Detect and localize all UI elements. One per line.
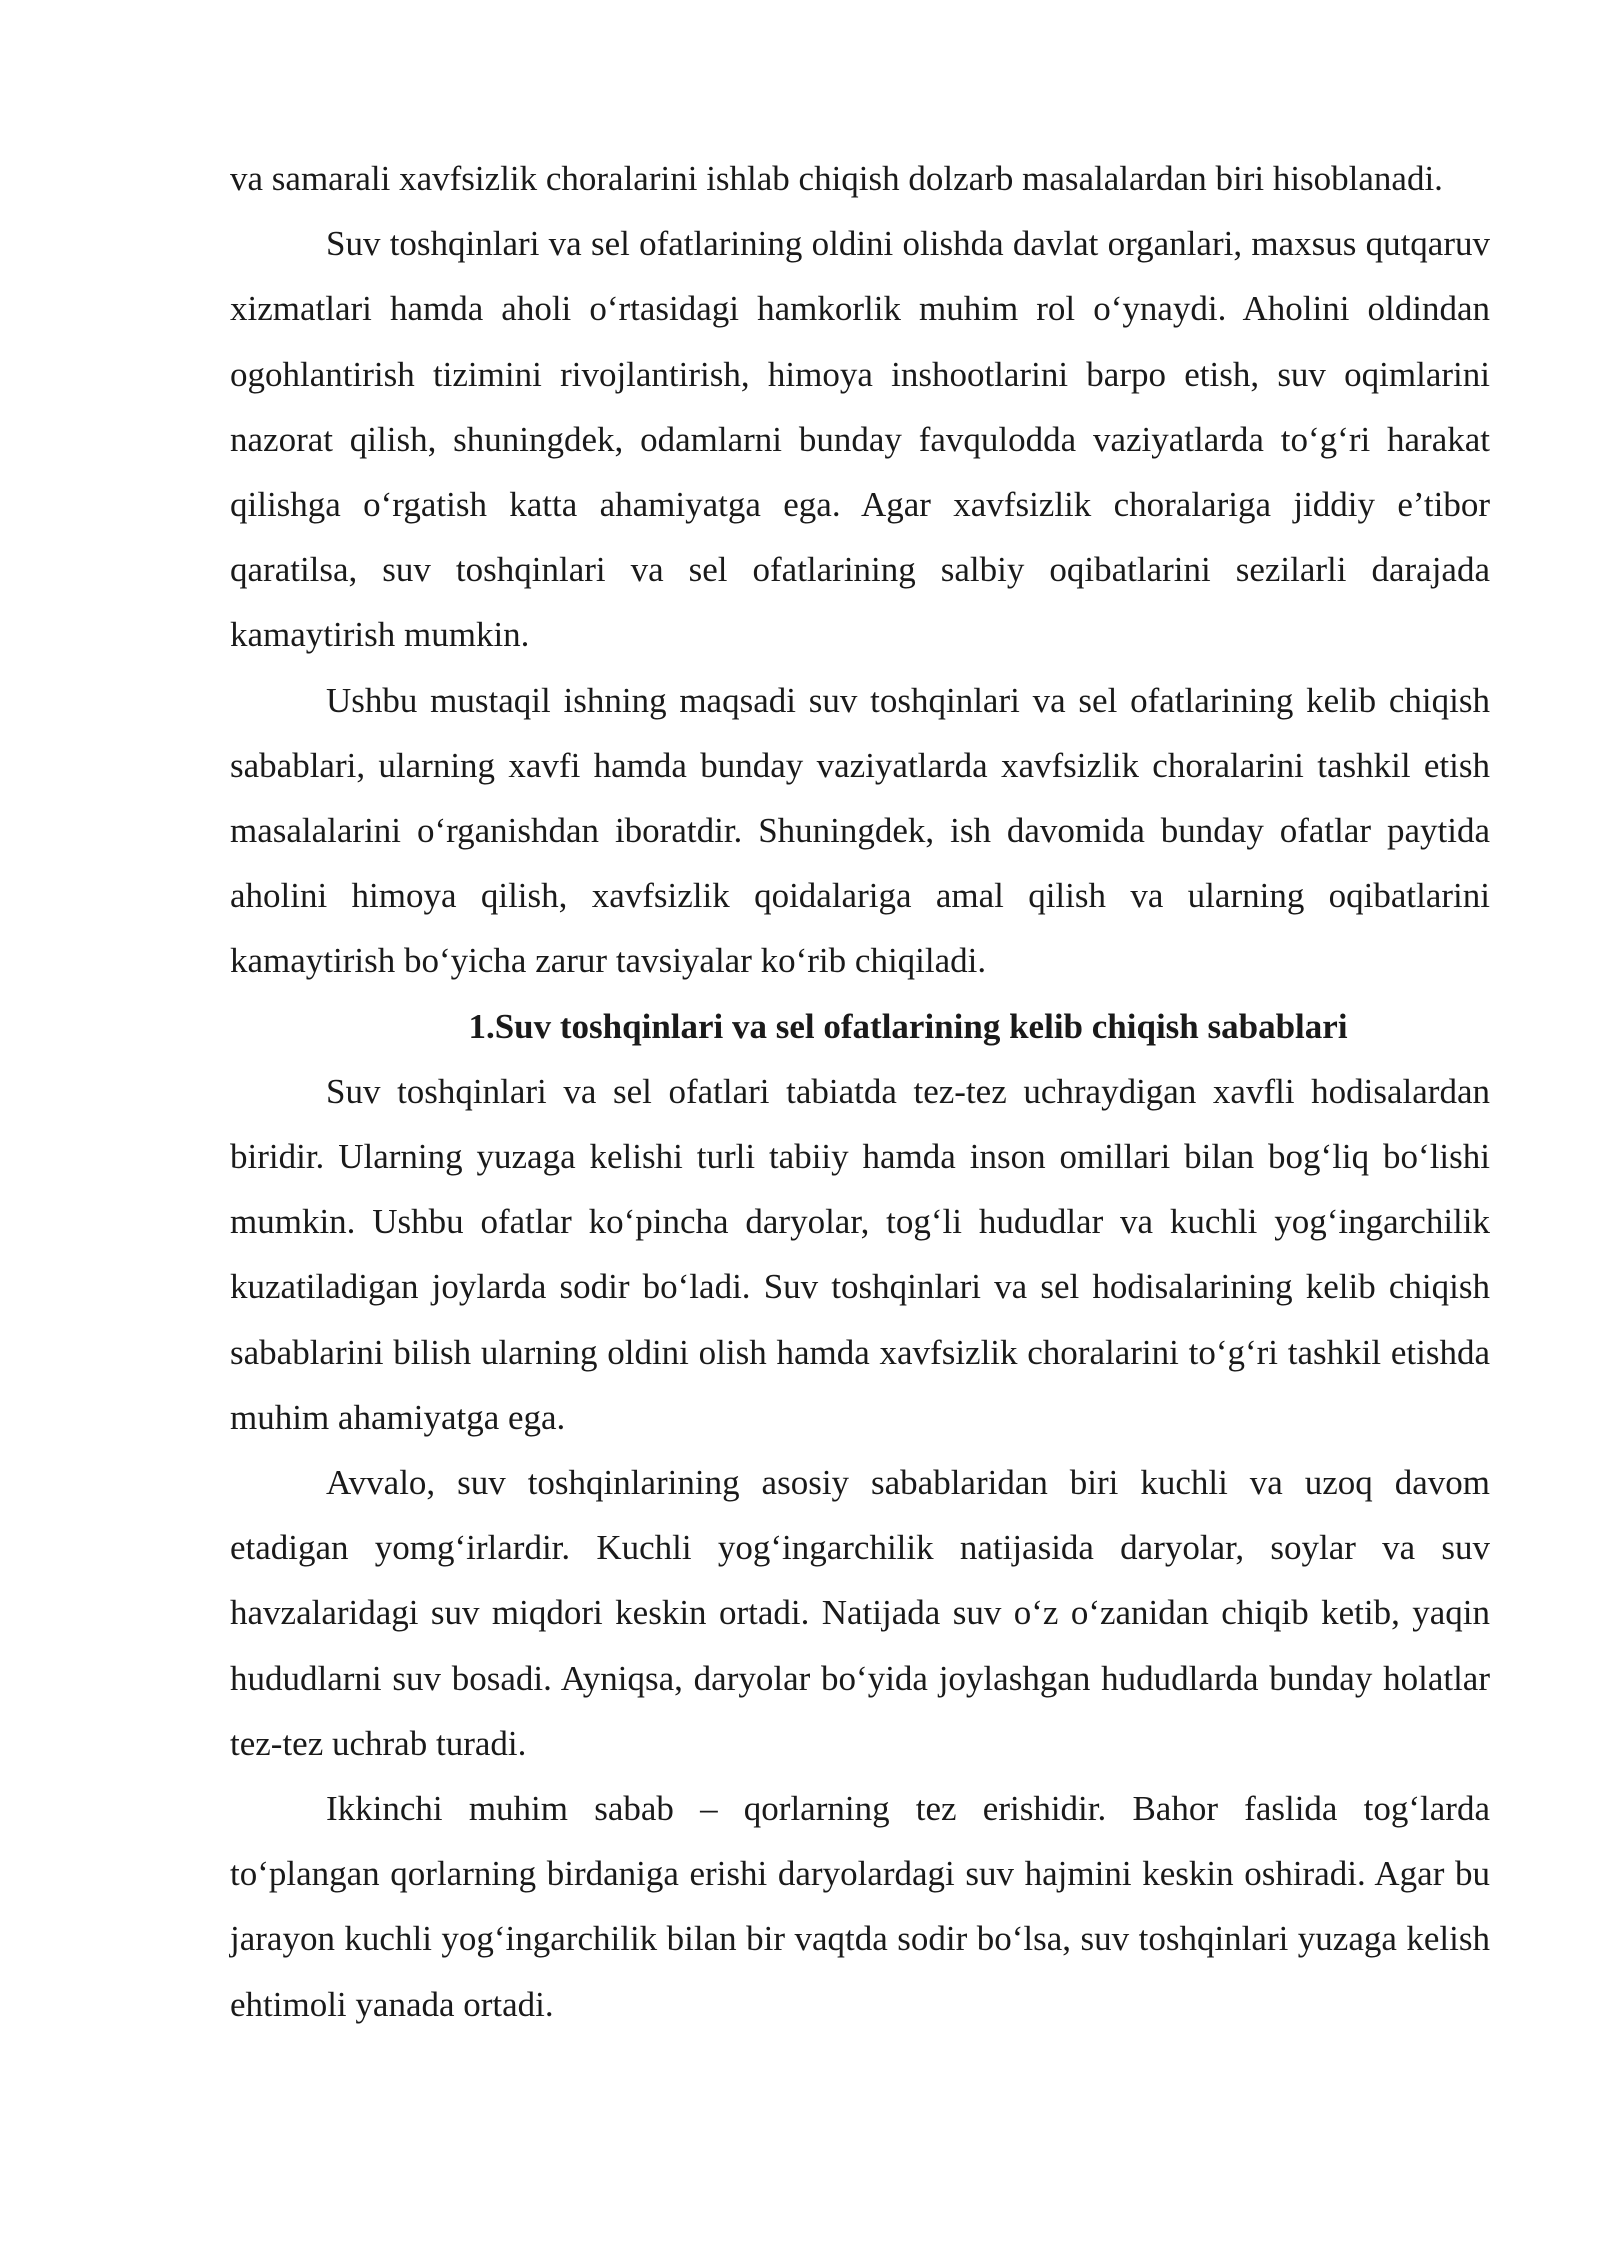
paragraph-purpose: Ushbu mustaqil ishning maqsadi suv toshqinlari va sel ofatlarining kelib chiqish sabablari, ularning xavfi hamda bunday vaziyatlarda xavfsizlik choralarini tashkil etish masalalarini o‘rganishdan iboratdir. Shuningdek, ish davomida bunday ofatlar paytida aholini himoya qilish, xavfsizlik qoidalariga amal qilish va ularning oqibatlarini kamaytirish bo‘yicha zarur tavsiyalar ko‘rib chiqiladi. xyxy=(230,680,1490,981)
paragraph-intro-causes: Suv toshqinlari va sel ofatlari tabiatda tez-tez uchraydigan xavfli hodisalardan biridir. Ularning yuzaga kelishi turli tabiiy hamda inson omillari bilan bog‘liq bo‘lishi mumkin. Ushbu ofatlar ko‘pincha daryolar, tog‘li hududlar va kuchli yog‘ingarchilik kuzatiladigan joylarda sodir bo‘ladi. Suv toshqinlari va sel hodisalarining kelib chiqish sabablarini bilish ularning oldini olish hamda xavfsizlik choralarini to‘g‘ri tashkil etishda muhim ahamiyatga ega. xyxy=(230,1071,1490,1437)
paragraph-cooperation: Suv toshqinlari va sel ofatlarining oldini olishda davlat organlari, maxsus qutqaruv xizmatlari hamda aholi o‘rtasidagi hamkorlik muhim rol o‘ynaydi. Aholini oldindan ogohlantirish tizimini rivojlantirish, himoya inshootlarini barpo etish, suv oqimlarini nazorat qilish, shuningdek, odamlarni bunday favqulodda vaziyatlarda to‘g‘ri harakat qilishga o‘rgatish katta ahamiyatga ega. Agar xavfsizlik choralariga jiddiy e’tibor qaratilsa, suv toshqinlari va sel ofatlarining salbiy oqibatlarini sezilarli darajada kamaytirish mumkin. xyxy=(230,224,1490,655)
section-heading: 1.Suv toshqinlari va sel ofatlarining kelib chiqish sabablari xyxy=(468,1006,1348,1046)
paragraph-continued: va samarali xavfsizlik choralarini ishlab chiqish dolzarb masalalardan biri hisoblanadi. xyxy=(230,159,1443,198)
document-page xyxy=(230,146,1490,2037)
paragraph-rain-cause: Avvalo, suv toshqinlarining asosiy sabablaridan biri kuchli va uzoq davom etadigan yomg‘irlardir. Kuchli yog‘ingarchilik natijasida daryolar, soylar va suv havzalaridagi suv miqdori keskin ortadi. Natijada suv o‘z o‘zanidan chiqib ketib, yaqin hududlarni suv bosadi. Ayniqsa, daryolar bo‘yida joylashgan hududlarda bunday holatlar tez-tez uchrab turadi. xyxy=(230,1463,1490,1763)
paragraph-snow-cause: Ikkinchi muhim sabab – qorlarning tez erishidir. Bahor faslida tog‘larda to‘plangan qorlarning birdaniga erishi daryolardagi suv hajmini keskin oshiradi. Agar bu jarayon kuchli yog‘ingarchilik bilan bir vaqtda sodir bo‘lsa, suv toshqinlari yuzaga kelish ehtimoli yanada ortadi. xyxy=(230,1789,1490,2024)
